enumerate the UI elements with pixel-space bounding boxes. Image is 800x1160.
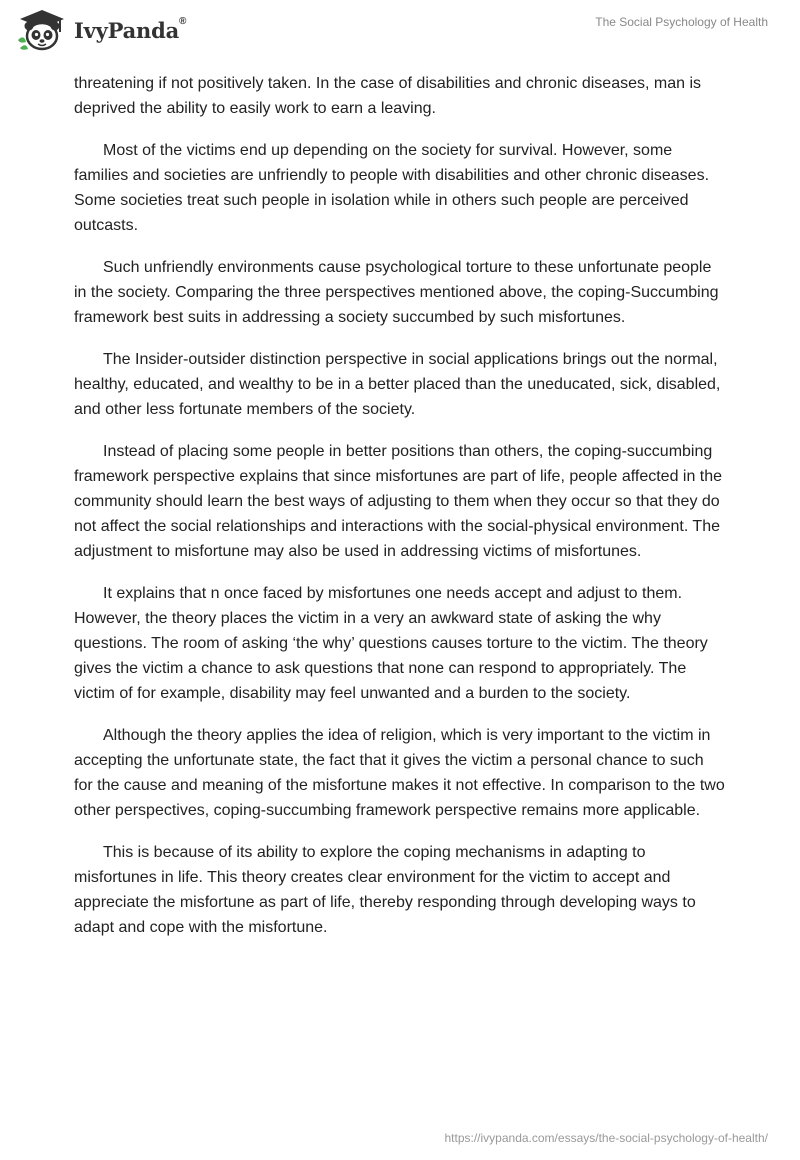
essay-body [74,71,726,957]
logo-text: IvyPanda® [74,15,187,43]
registered-mark: ® [179,15,187,27]
paragraph: This is because of its ability to explore the coping mechanisms in adapting to misfortunes in life. This theory creates clear environment for the victim to accept and appreciate the misfortune as part of life, thereby responding through developing ways to adapt and cope with the misfortune. [74,844,696,936]
paragraph: threatening if not positively taken. In the case of disabilities and chronic diseases, man is deprived the ability to easily work to earn a leaving. [74,75,702,117]
document-title: The Social Psychology of Health [595,15,768,29]
paragraph: Such unfriendly environments cause psychological torture to these unfortunate people in the society. Comparing the three perspectives mentioned above, the coping-Succumbing framework best suits in addressing a society succumbed by such misfortunes. [74,259,719,326]
paragraph: Although the theory applies the idea of religion, which is very important to the victim in accepting the unfortunate state, the fact that it gives the victim a personal chance to such for the cause and meaning of the misfortune makes it not effective. In comparison to the two other perspectives, coping-succumbing framework perspective remains more applicable. [74,727,725,819]
paragraph: It explains that n once faced by misfortunes one needs accept and adjust to them. However, the theory places the victim in a very an awkward state of asking the why questions. The room of asking ‘the why’ questions causes torture to the victim. The theory gives the victim a chance to ask questions that none can respond to appropriately. The victim of for example, disability may feel unwanted and a burden to the society. [74,585,708,702]
panda-graduate-icon [14,8,70,52]
paragraph: Instead of placing some people in better positions than others, the coping-succumbing framework perspective explains that since misfortunes are part of life, people affected in the community should learn the best ways of adjusting to them when they occur so that they do not affect the social relationships and interactions with the social-physical environment. The adjustment to misfortune may also be used in addressing victims of misfortunes. [74,443,723,560]
source-url[interactable]: https://ivypanda.com/essays/the-social-psychology-of-health/ [444,1131,768,1145]
paragraph: The Insider-outsider distinction perspective in social applications brings out the normal, healthy, educated, and wealthy to be in a better placed than the uneducated, sick, disabled, and other less fortunate members of the society. [74,351,721,418]
ivypanda-logo[interactable] [14,8,186,52]
paragraph: Most of the victims end up depending on the society for survival. However, some families and societies are unfriendly to people with disabilities and other chronic diseases. Some societies treat such people in isolation while in others such people are perceived outcasts. [74,142,710,234]
page-header [0,0,800,70]
